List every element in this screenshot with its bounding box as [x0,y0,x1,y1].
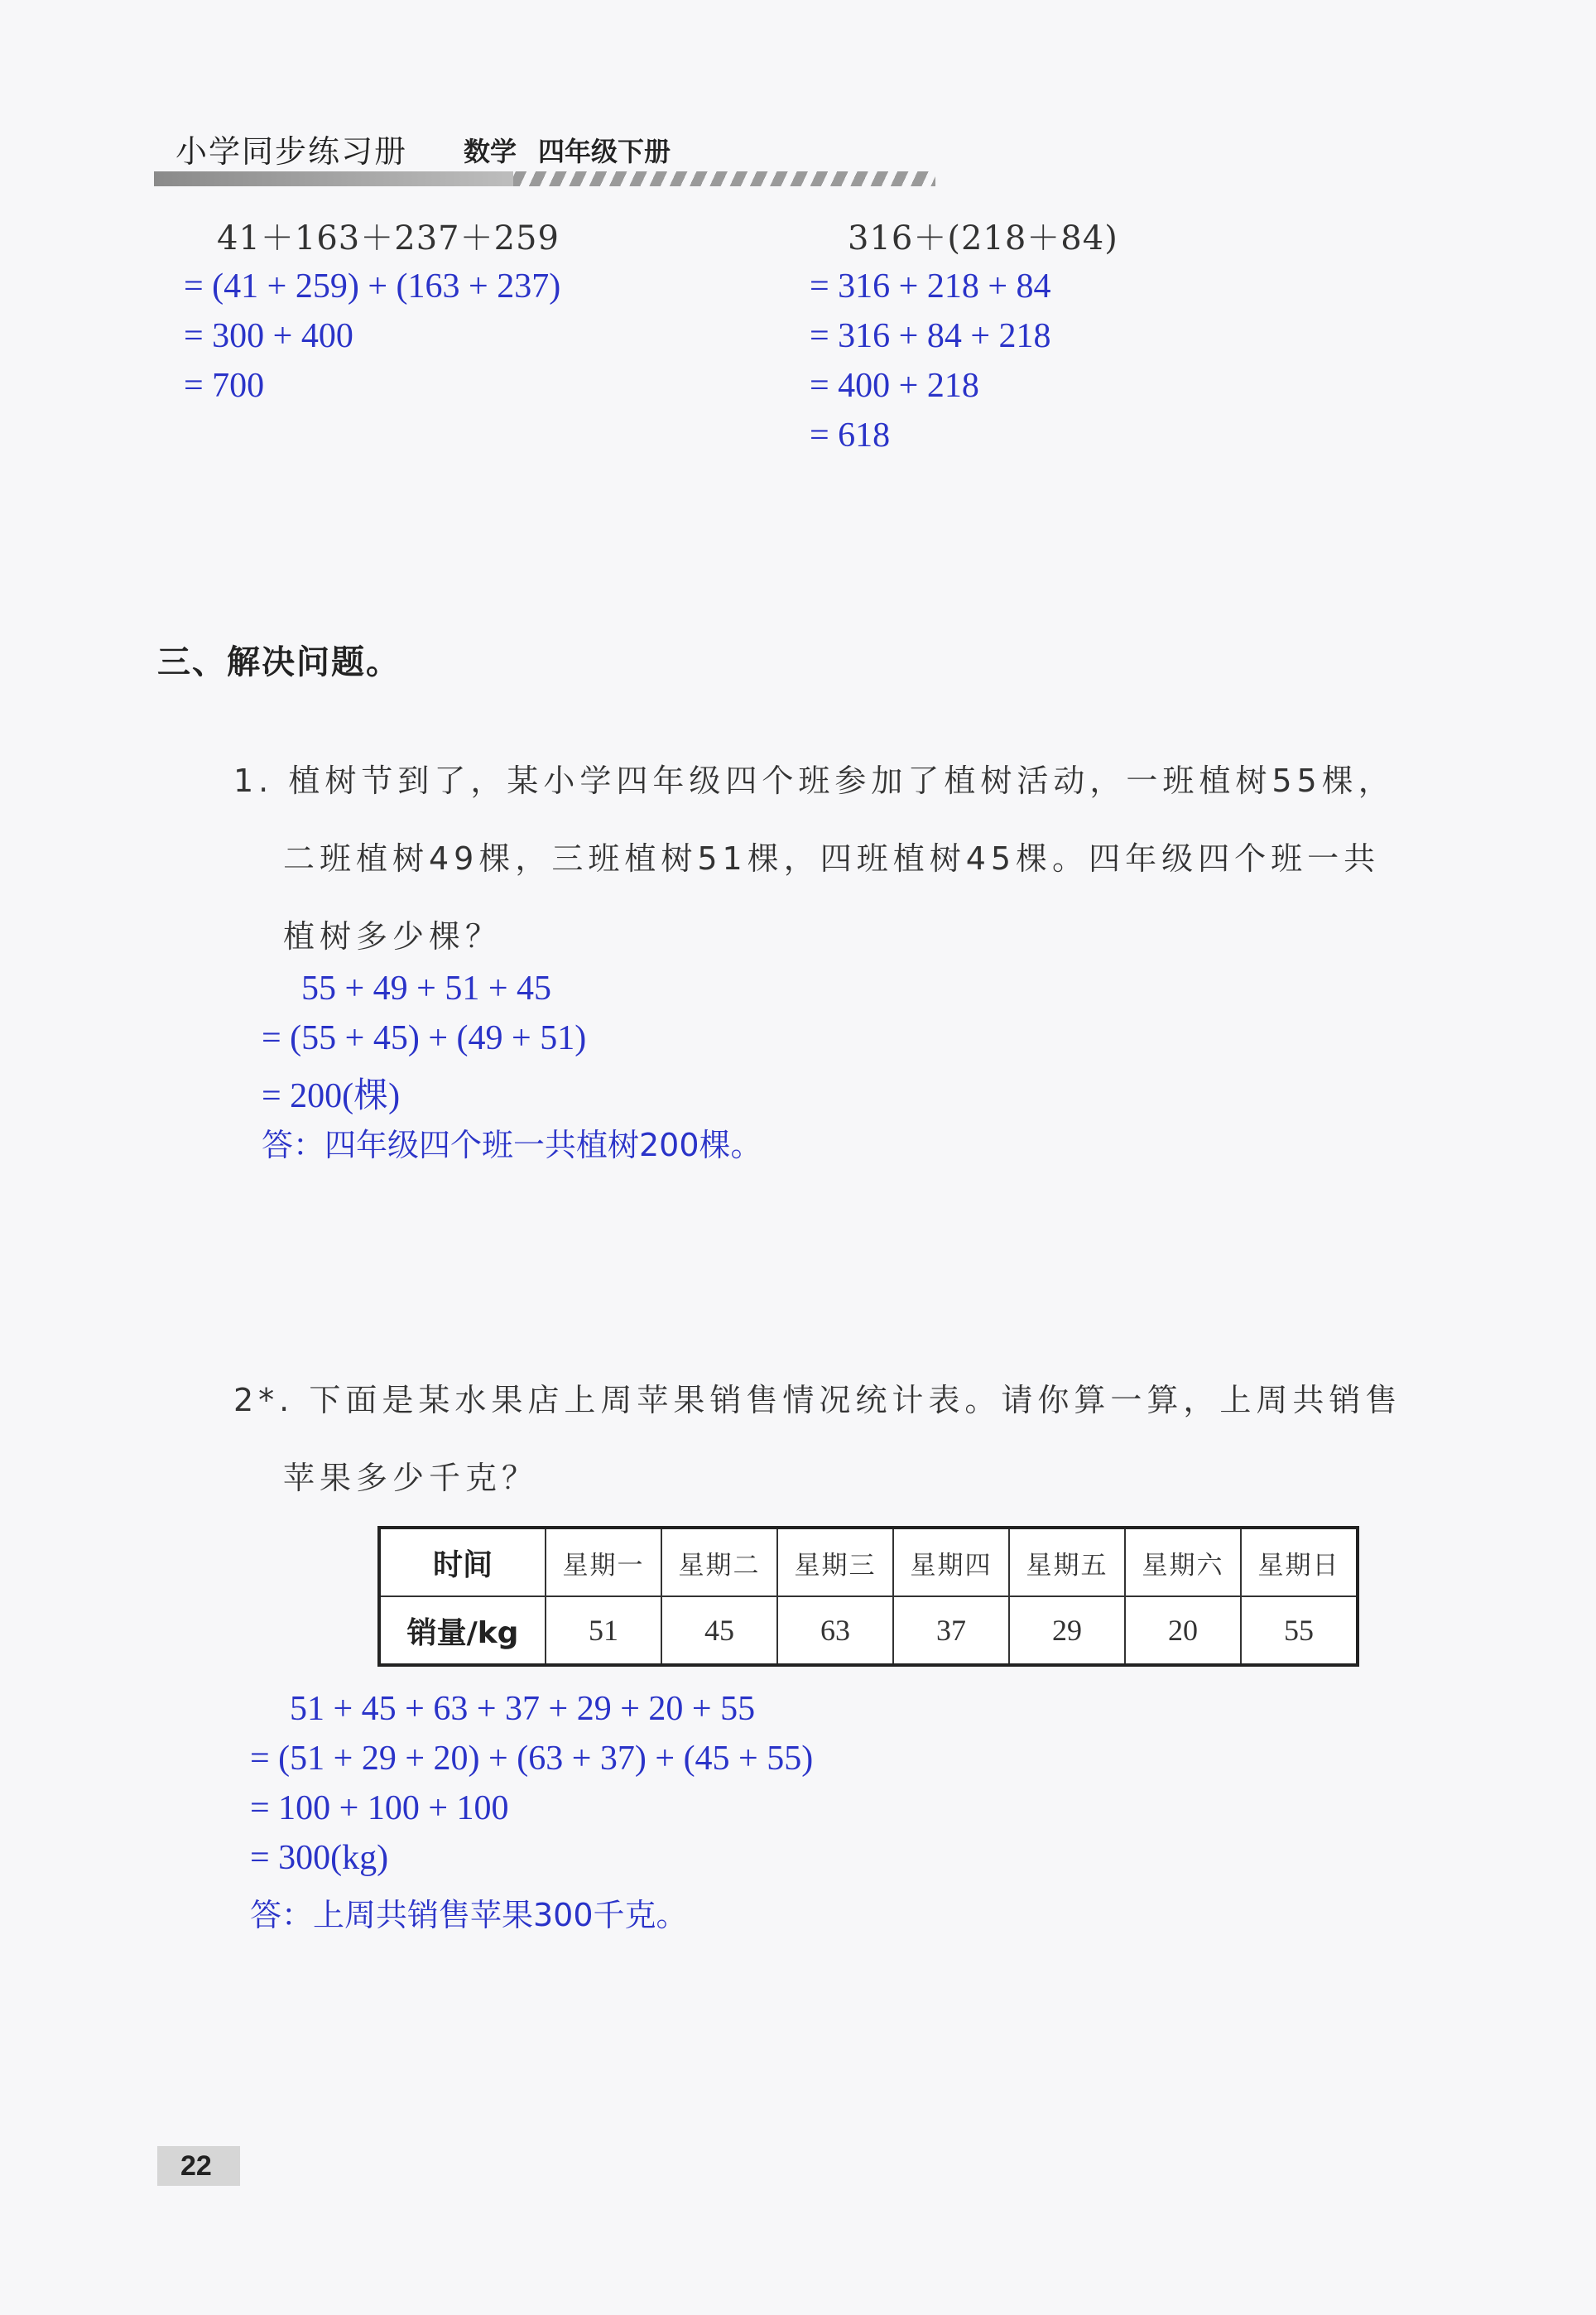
problem1-solution-step: 55 + 49 + 51 + 45 [301,970,552,1008]
table-row [379,1596,1358,1665]
table-row [379,1528,1358,1596]
problem2-solution-step: = 300(kg) [250,1839,389,1877]
header-divider [154,171,935,186]
table-cell: 51 [546,1596,661,1665]
page-number: 22 [157,2146,240,2186]
table-header-cell: 星期二 [661,1528,777,1596]
table-header-cell: 时间 [379,1528,546,1596]
problem2-text: 2*. 下面是某水果店上周苹果销售情况统计表。请你算一算，上周共销售 [233,1382,1402,1418]
calc-left-step: = 700 [184,367,265,405]
calc-right-step: = 316 + 84 + 218 [810,317,1051,355]
problem2-text: 苹果多少千克？ [283,1460,539,1496]
calc-left-step: = (41 + 259) + (163 + 237) [184,267,561,306]
problem2-solution-step: = 100 + 100 + 100 [250,1789,509,1827]
calc-left-expression: 41＋163＋237＋259 [217,219,560,257]
problem1-answer: 答：四年级四个班一共植树200棵。 [262,1127,762,1163]
problem2-solution-step: 51 + 45 + 63 + 37 + 29 + 20 + 55 [290,1690,756,1728]
table-row-label: 销量/kg [379,1596,546,1665]
book-subtitle [464,131,692,169]
problem2-answer: 答：上周共销售苹果300千克。 [250,1897,688,1933]
problem2-solution-step: = (51 + 29 + 20) + (63 + 37) + (45 + 55) [250,1740,814,1778]
sales-table [377,1526,1359,1667]
problem1-text: 二班植树49棵，三班植树51棵，四班植树45棵。四年级四个班一共 [283,840,1381,877]
table-header-cell: 星期四 [893,1528,1009,1596]
book-title: 小学同步练习册 [175,133,408,170]
calc-right-step: = 316 + 218 + 84 [810,267,1051,306]
calc-right-step: = 400 + 218 [810,367,979,405]
grade-label: 四年级下册 [538,136,671,167]
problem1-solution-step: = (55 + 45) + (49 + 51) [262,1019,587,1057]
table-cell: 20 [1125,1596,1241,1665]
problem1-text: 1. 植树节到了，某小学四年级四个班参加了植树活动，一班植树55棵， [233,763,1395,799]
table-cell: 29 [1009,1596,1125,1665]
table-header-cell: 星期五 [1009,1528,1125,1596]
table-header-cell: 星期日 [1241,1528,1358,1596]
table-cell: 45 [661,1596,777,1665]
section-title: 三、解决问题。 [157,643,401,681]
problem1-text: 植树多少棵？ [283,918,502,955]
table-header-cell: 星期六 [1125,1528,1241,1596]
problem1-solution-step: = 200(棵) [262,1077,401,1115]
calc-right-step: = 618 [810,416,891,455]
table-header-cell: 星期三 [777,1528,893,1596]
table-header-cell: 星期一 [546,1528,661,1596]
calc-right-expression: 316＋(218＋84) [848,219,1118,257]
calc-left-step: = 300 + 400 [184,317,353,355]
subject-label: 数学 [464,136,517,167]
table-cell: 55 [1241,1596,1358,1665]
table-cell: 37 [893,1596,1009,1665]
table-cell: 63 [777,1596,893,1665]
